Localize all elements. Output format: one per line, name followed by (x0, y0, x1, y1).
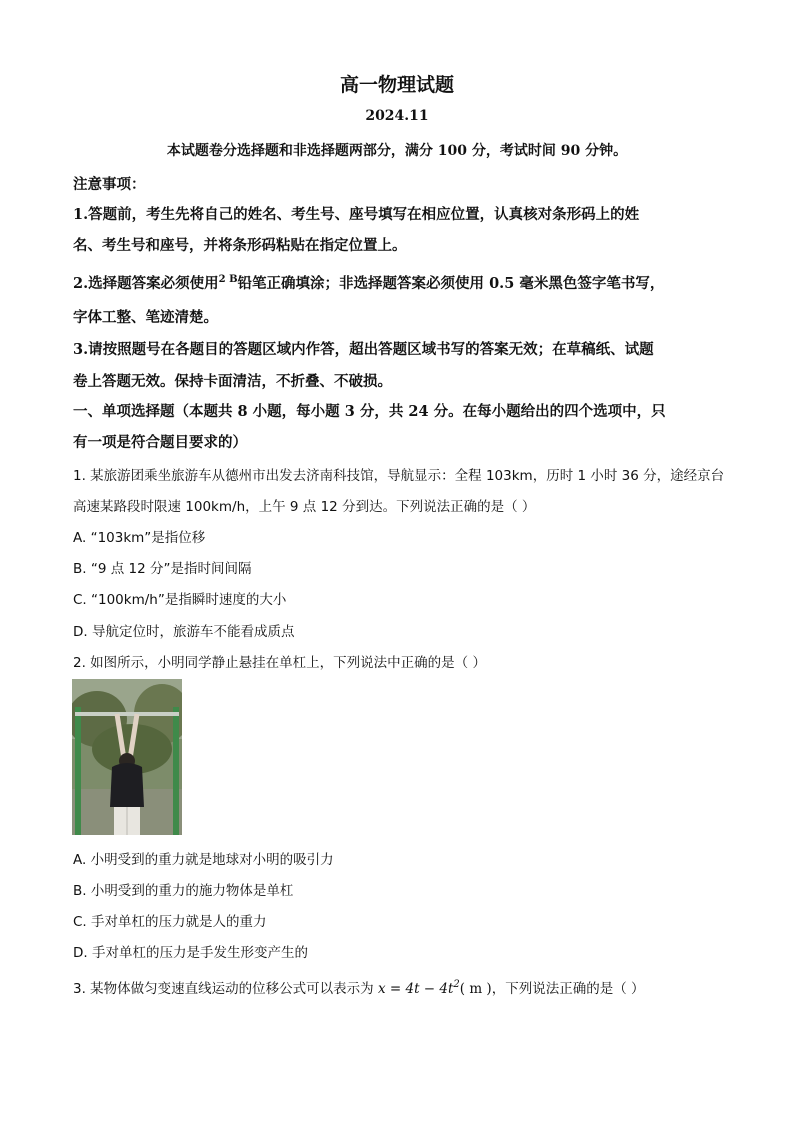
note-1-line-1: 1.答题前，考生先将自己的姓名、考生号、座号填写在相应位置，认真核对条形码上的姓 (73, 206, 640, 223)
page-title: 高一物理试题 (339, 74, 454, 96)
note-2-text-a: 2.选择题答案必须使用 (73, 275, 219, 292)
q3-formula: x = 4t − 4t (377, 981, 454, 997)
q2-option-b: B. 小明受到的重力的施力物体是单杠 (73, 883, 294, 899)
q3-stem (73, 977, 733, 997)
q2-option-d: D. 手对单杠的压力是手发生形变产生的 (73, 945, 308, 961)
note-2-line-1 (73, 272, 733, 293)
note-2-line-2: 字体工整、笔迹清楚。 (73, 309, 218, 326)
q1-option-c: C. “100km/h”是指瞬时速度的大小 (73, 592, 287, 608)
notes-heading: 注意事项： (73, 176, 146, 193)
q2-option-a: A. 小明受到的重力就是地球对小明的吸引力 (73, 852, 334, 868)
q3-stem-text-a: 3. 某物体做匀变速直线运动的位移公式可以表示为 (73, 981, 378, 997)
section-1-heading-line-1: 一、单项选择题（本题共 8 小题，每小题 3 分，共 24 分。在每小题给出的四个选项中，只 (73, 403, 666, 420)
q1-stem-line-1: 1. 某旅游团乘坐旅游车从德州市出发去济南科技馆，导航显示：全程 103km，历时 1 小时 36 分，途经京台 (73, 468, 725, 484)
q3-stem-text-b: ，下列说法正确的是（ ） (491, 981, 645, 997)
note-3-line-2: 卷上答题无效。保持卡面清洁，不折叠、不破损。 (73, 373, 392, 390)
section-1-heading-line-2: 有一项是符合题目要求的） (73, 434, 247, 451)
q1-stem-line-2: 高速某路段时限速 100km/h，上午 9 点 12 分到达。下列说法正确的是（ ） (73, 499, 536, 515)
q1-option-a: A. “103km”是指位移 (73, 530, 206, 546)
note-2-pencil-grade: 2 B (218, 274, 238, 285)
note-3-line-1: 3.请按照题号在各题目的答题区域内作答，超出答题区域书写的答案无效；在草稿纸、试题 (73, 341, 654, 358)
note-1-line-2: 名、考生号和座号，并将条形码粘贴在指定位置上。 (73, 237, 407, 254)
q3-formula-unit: ( m ) (459, 981, 492, 997)
pullup-bar-photo (72, 679, 182, 835)
exam-date: 2024.11 (365, 108, 429, 124)
q2-stem: 2. 如图所示，小明同学静止悬挂在单杠上，下列说法中正确的是（ ） (73, 655, 486, 671)
note-2-text-b: 铅笔正确填涂；非选择题答案必须使用 0.5 毫米黑色签字笔书写， (237, 275, 665, 292)
q1-option-b: B. “9 点 12 分”是指时间间隔 (73, 561, 252, 577)
pullup-bar-photo-illustration (72, 679, 182, 835)
q1-option-d: D. 导航定位时，旅游车不能看成质点 (73, 624, 295, 640)
exam-intro: 本试题卷分选择题和非选择题两部分，满分 100 分，考试时间 90 分钟。 (166, 143, 628, 159)
q3-formula-exponent: 2 (453, 979, 460, 990)
q2-option-c: C. 手对单杠的压力就是人的重力 (73, 914, 267, 930)
